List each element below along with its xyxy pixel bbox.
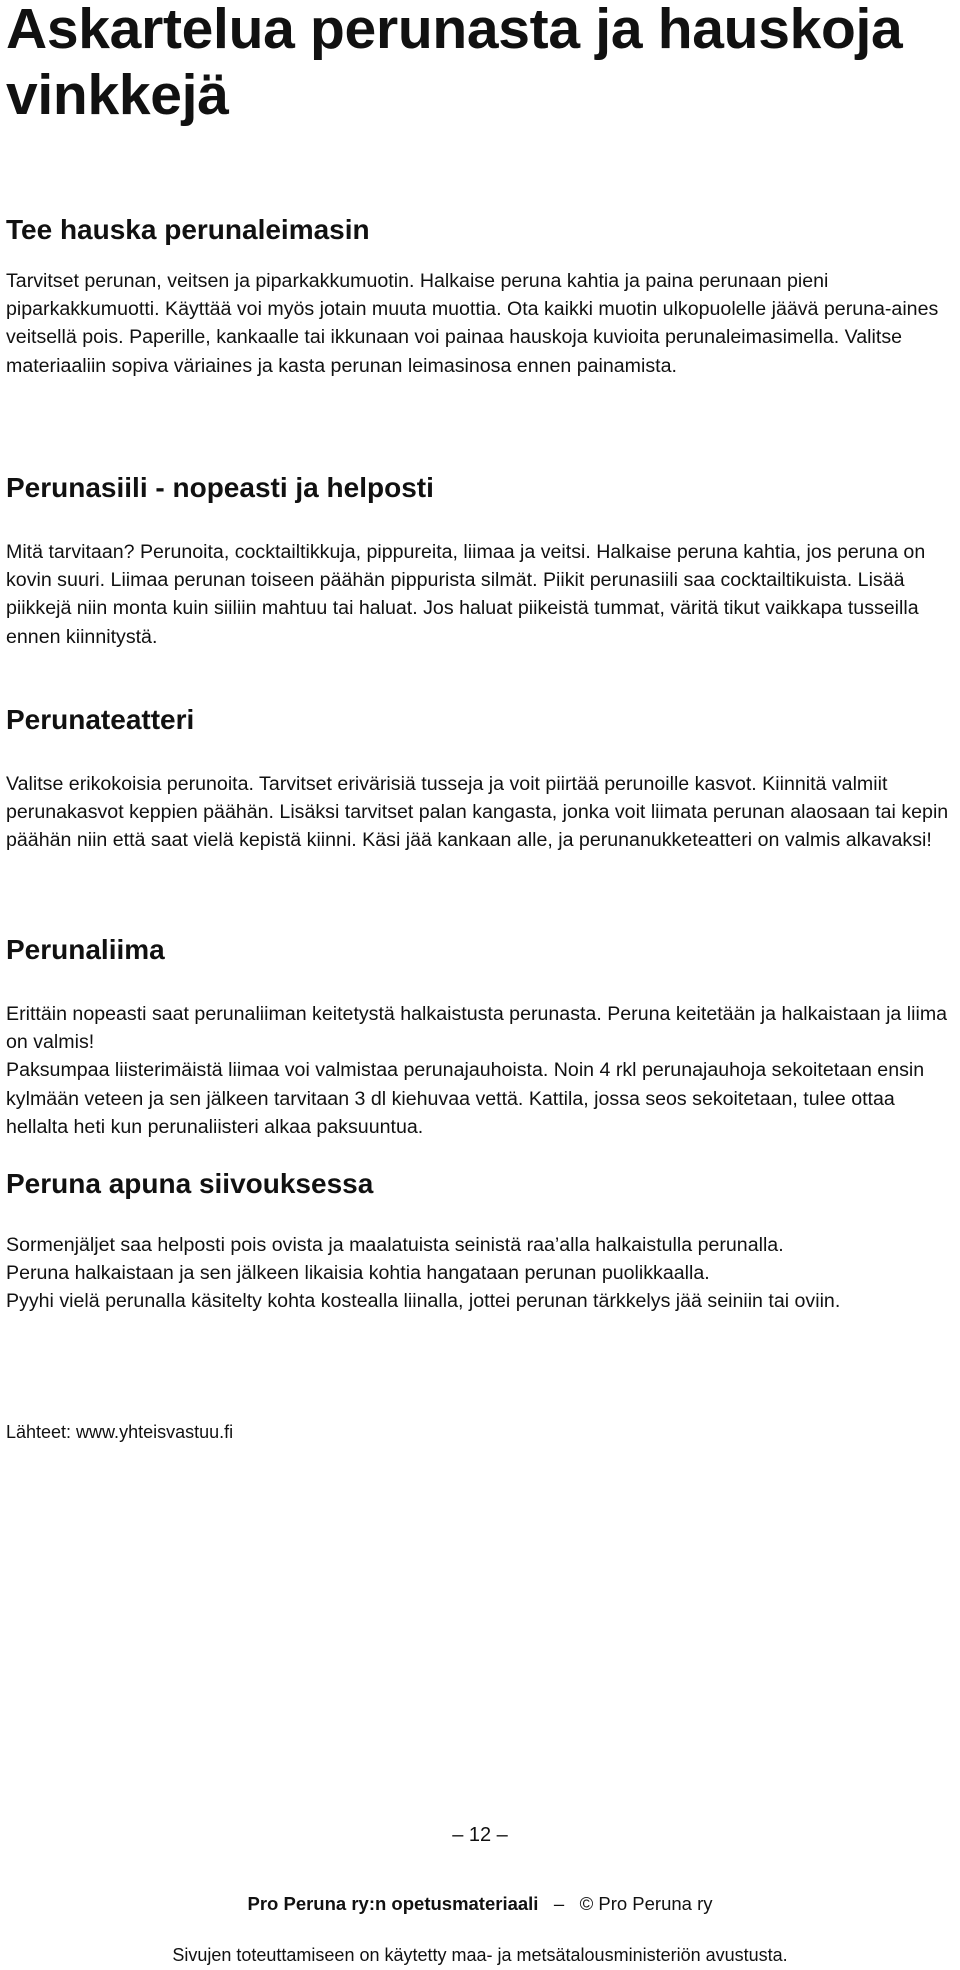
section-paragraph: Sormenjäljet saa helposti pois ovista ja maalatuista seinistä raa’alla halkaistulla perunalla. — [6, 1234, 784, 1256]
section-heading: Perunateatteri — [6, 704, 195, 735]
footer-material-label: Pro Peruna ry:n opetusmateriaali — [247, 1893, 539, 1914]
section-perunaliima — [6, 932, 954, 1141]
page-title: Askartelua perunasta ja hauskoja vinkkejä — [6, 0, 903, 127]
section-paragraph: Paksumpaa liisterimäistä liimaa voi valmistaa perunajauhoista. Noin 4 rkl perunajauhoja sekoitetaan ensin kylmään veteen ja sen jälkeen tarvitaan 3 dl kiehuvaa vettä. Kattila, jossa seos sekoitetaan, tulee ottaa hellalta heti kun perunaliisteri alkaa paksuuntua. — [6, 1059, 925, 1138]
footer-copyright: © Pro Peruna ry — [579, 1893, 713, 1914]
section-paragraph: Pyyhi vielä perunalla käsitelty kohta kostealla liinalla, jottei perunan tärkkelys jää seiniin tai oviin. — [6, 1290, 841, 1313]
section-paragraph: Valitse erikokoisia perunoita. Tarvitset erivärisiä tusseja ja voit piirtää perunoille kasvot. Kiinnitä valmiit perunakasvot keppien päähän. Lisäksi tarvitset palan kangasta, jonka voit liimata perunan alaosaan tai kepin päähän niin että saat vielä kepistä kiinni. Käsi jää kankaan alle, ja perunanukketeatteri on valmis alkavaksi! — [6, 773, 949, 852]
section-paragraph: Peruna halkaistaan ja sen jälkeen likaisia kohtia hangataan perunan puolikkaalla. — [6, 1262, 710, 1285]
section-heading: Peruna apuna siivouksessa — [6, 1168, 374, 1199]
section-perunateatteri — [6, 702, 954, 855]
footer-credits — [0, 1892, 960, 1916]
footer-separator: – — [553, 1893, 565, 1914]
section-perunaleimasin — [6, 212, 954, 380]
footer-note: Sivujen toteuttamiseen on käytetty maa- ja metsätalousministeriön avustusta. — [172, 1945, 788, 1965]
section-paragraph: Mitä tarvitaan? Perunoita, cocktailtikkuja, pippureita, liimaa ja veitsi. Halkaise peruna kahtia, jos peruna on kovin suuri. Liimaa perunan toiseen päähän pippurista silmät. Piikit perunasiili saa cocktailtikuista. Lisää piikkejä niin monta kuin siiliin mahtuu tai haluat. Jos haluat piikeistä tummat, väritä tikut vaikkapa tusseilla ennen kiinnitystä. — [6, 541, 926, 648]
page-number: – 12 – — [452, 1824, 508, 1846]
section-heading: Perunasiili - nopeasti ja helposti — [6, 472, 434, 503]
section-heading: Tee hauska perunaleimasin — [6, 214, 370, 245]
section-paragraph: Erittäin nopeasti saat perunaliiman keitetystä halkaistusta perunasta. Peruna keitetään ja halkaistaan ja liima on valmis! — [6, 1003, 948, 1054]
section-heading: Perunaliima — [6, 934, 165, 965]
sources-line: Lähteet: www.yhteisvastuu.fi — [6, 1422, 234, 1442]
section-paragraph: Tarvitset perunan, veitsen ja piparkakkumuotin. Halkaise peruna kahtia ja paina perunaan pieni piparkakkumuotti. Käyttää voi myös jotain muuta muottia. Ota kaikki muotin ulkopuolelle jäävä peruna-aines veitsellä pois. Paperille, kankaalle tai ikkunaan voi painaa hauskoja kuvioita perunaleimasimella. Valitse materiaaliin sopiva väriaines ja kasta perunan leimasinosa ennen painamista. — [6, 270, 939, 377]
section-siivous — [6, 1166, 954, 1316]
section-perunasiili — [6, 470, 954, 651]
